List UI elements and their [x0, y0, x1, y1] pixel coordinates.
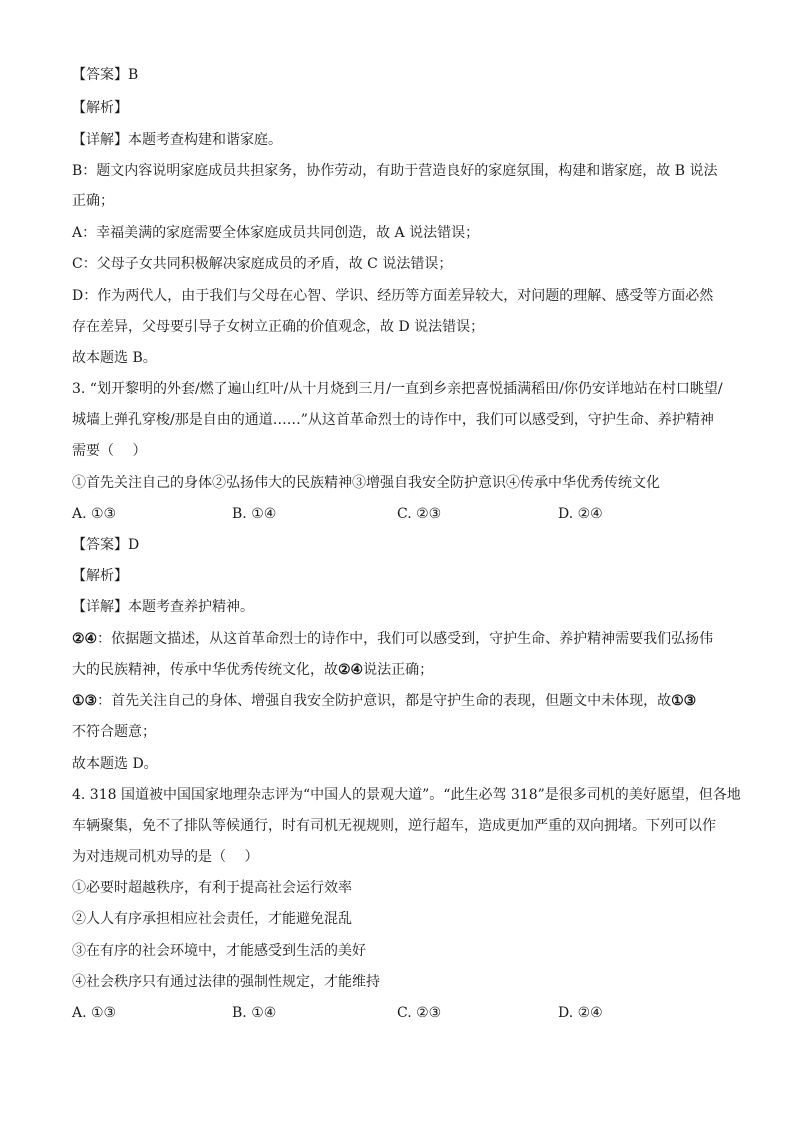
q3-reason2-line1	[72, 692, 696, 710]
q4-item-3: ③在有序的社会环境中，才能感受到生活的美好	[72, 943, 366, 959]
q3-reason2-text: ：首先关注自己的身体、增强自我安全防护意识，都是守护生命的表现，但题文中未体现，故	[97, 693, 672, 709]
q2-conclusion: 故本题选 B。	[72, 350, 157, 366]
q4-stem-line3: 为对违规司机劝导的是（ ）	[72, 849, 259, 865]
q4-option-d: D. ②④	[558, 1005, 603, 1021]
q3-analysis-heading: 【解析】	[72, 568, 128, 584]
q4-stem-line2: 车辆聚集，免不了排队等候通行，时有司机无视规则，逆行超车，造成更加严重的双向拥堵。下列可以作	[72, 818, 716, 834]
q2-analysis-heading: 【解析】	[72, 100, 128, 116]
q3-conclusion: 故本题选 D。	[72, 756, 158, 772]
q3-stem-line2: 城墙上弹孔穿梭/那是自由的通道……”从这首革命烈士的诗作中，我们可以感受到，守护生命、养护精神	[72, 412, 714, 428]
q2-explain-c: C：父母子女共同积极解决家庭成员的矛盾，故 C 说法错误；	[72, 256, 453, 272]
q4-option-a: A. ①③	[72, 1005, 117, 1021]
q3-options	[72, 505, 732, 523]
q3-reason1-line2	[72, 661, 433, 679]
q3-answer: 【答案】D	[72, 537, 140, 553]
q3-items: ①首先关注自己的身体②弘扬伟大的民族精神③增强自我安全防护意识④传承中华优秀传统文化	[72, 475, 660, 491]
q3-reason1-text2: 大的民族精神，传承中华优秀传统文化，故	[72, 662, 338, 678]
q3-option-a: A. ①③	[72, 506, 117, 522]
q4-option-b: B. ①④	[232, 1005, 277, 1021]
q3-reason1-text: ：依据题文描述，从这首革命烈士的诗作中，我们可以感受到，守护生命、养护精神需要我们弘扬伟	[97, 631, 714, 647]
q2-explain-a: A：幸福美满的家庭需要全体家庭成员共同创造，故 A 说法错误；	[72, 225, 480, 241]
q3-reason1-text3: 说法正确；	[363, 662, 434, 678]
q3-option-c: C. ②③	[397, 506, 442, 522]
q3-reason1-line1	[72, 630, 713, 648]
q3-stem-line3: 需要（ ）	[72, 443, 147, 459]
q2-detail: 【详解】本题考查构建和谐家庭。	[72, 132, 282, 148]
q4-item-4: ④社会秩序只有通过法律的强制性规定，才能维持	[72, 974, 380, 990]
q2-explain-b-line2: 正确；	[72, 193, 114, 209]
q2-explain-d-line2: 存在差异，父母要引导子女树立正确的价值观念，故 D 说法错误；	[72, 319, 485, 335]
q3-key-wrong: ①③	[72, 693, 98, 709]
q3-key-correct-2: ②④	[338, 662, 364, 678]
q3-key-correct: ②④	[72, 631, 98, 647]
q4-item-2: ②人人有序承担相应社会责任，才能避免混乱	[72, 911, 352, 927]
q2-explain-b-line1: B：题文内容说明家庭成员共担家务，协作劳动，有助于营造良好的家庭氛围，构建和谐家庭，故 B 说法	[72, 163, 718, 179]
q2-explain-d-line1: D：作为两代人，由于我们与父母在心智、学识、经历等方面差异较大，对问题的理解、感受等方面必然	[72, 288, 714, 304]
q3-option-b: B. ①④	[232, 506, 277, 522]
q2-answer: 【答案】B	[72, 67, 139, 83]
q3-key-wrong-2: ①③	[671, 693, 697, 709]
q3-stem-line1: 3. “划开黎明的外套/燃了遍山红叶/从十月烧到三月/一直到乡亲把喜悦插满稻田/你仍安详地站在村口眺望/	[72, 381, 723, 397]
q4-stem-line1: 4. 318 国道被中国国家地理杂志评为“中国人的景观大道”。“此生必驾 318”是很多司机的美好愿望，但各地	[72, 787, 741, 803]
q3-detail: 【详解】本题考查养护精神。	[72, 599, 254, 615]
q3-reason2-line2: 不符合题意；	[72, 724, 156, 740]
q3-option-d: D. ②④	[558, 506, 603, 522]
q4-option-c: C. ②③	[397, 1005, 442, 1021]
q4-item-1: ①必要时超越秩序，有利于提高社会运行效率	[72, 880, 352, 896]
q4-options	[72, 1004, 732, 1022]
